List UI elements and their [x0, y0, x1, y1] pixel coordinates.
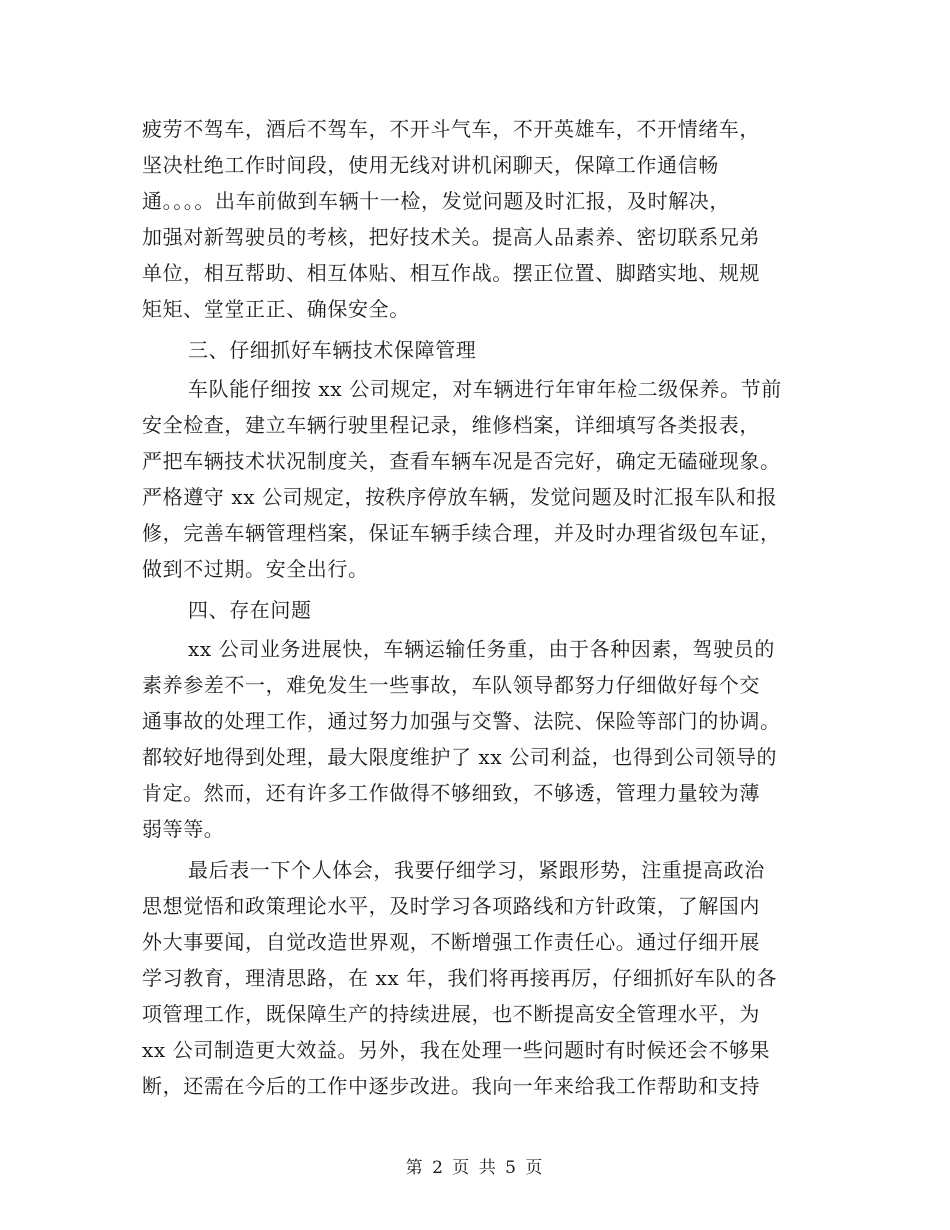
body-line: 严格遵守 xx 公司规定，按秩序停放车辆，发觉问题及时汇报车队和报	[142, 485, 778, 509]
body-line: 安全检查，建立车辆行驶里程记录，维修档案，详细填写各类报表，	[142, 413, 760, 437]
body-line: 加强对新驾驶员的考核，把好技术关。提高人品素养、密切联系兄弟	[142, 225, 760, 249]
body-line: 车队能仔细按 xx 公司规定，对车辆进行年审年检二级保养。节前	[188, 377, 782, 401]
body-line: 疲劳不驾车，酒后不驾车，不开斗气车，不开英雄车，不开情绪车，	[142, 117, 760, 141]
body-line: 单位，相互帮助、相互体贴、相互作战。摆正位置、脚踏实地、规规	[142, 261, 760, 285]
body-line: 弱等等。	[142, 817, 225, 841]
body-line: 思想觉悟和政策理论水平，及时学习各项路线和方针政策，了解国内	[142, 894, 760, 918]
body-line: 学习教育，理清思路，在 xx 年，我们将再接再厉，仔细抓好车队的各	[142, 966, 778, 990]
body-line: 修，完善车辆管理档案，保证车辆手续合理，并及时办理省级包车证，	[142, 521, 781, 545]
body-line: 通。。。。出车前做到车辆十一检，发觉问题及时汇报，及时解决，	[142, 189, 730, 213]
body-line: 断，还需在今后的工作中逐步改进。我向一年来给我工作帮助和支持	[142, 1074, 760, 1098]
body-line: 做到不过期。安全出行。	[142, 557, 369, 581]
body-line: 严把车辆技术状况制度关，查看车辆车况是否完好，确定无磕碰现象。	[142, 449, 781, 473]
body-line: xx 公司业务进展快，车辆运输任务重，由于各种因素，驾驶员的	[188, 637, 775, 661]
body-line: 通事故的处理工作，通过努力加强与交警、法院、保险等部门的协调。	[142, 709, 781, 733]
section-heading: 三、仔细抓好车辆技术保障管理	[188, 338, 477, 362]
body-line: 坚决杜绝工作时间段，使用无线对讲机闲聊天，保障工作通信畅	[142, 153, 719, 177]
body-line: xx 公司制造更大效益。另外，我在处理一些问题时有时候还会不够果	[142, 1038, 771, 1062]
body-line: 最后表一下个人体会，我要仔细学习，紧跟形势，注重提高政治	[188, 858, 765, 882]
body-line: 素养参差不一，难免发生一些事故，车队领导都努力仔细做好每个交	[142, 673, 760, 697]
body-line: 外大事要闻，自觉改造世界观，不断增强工作责任心。通过仔细开展	[142, 930, 760, 954]
page-number-footer: 第 2 页 共 5 页	[405, 1158, 545, 1178]
body-line: 都较好地得到处理，最大限度维护了 xx 公司利益，也得到公司领导的	[142, 745, 778, 769]
body-line: 肯定。然而，还有许多工作做得不够细致，不够透，管理力量较为薄	[142, 781, 760, 805]
body-line: 矩矩、堂堂正正、确保安全。	[142, 297, 410, 321]
body-line: 项管理工作，既保障生产的持续进展，也不断提高安全管理水平，为	[142, 1002, 760, 1026]
section-heading: 四、存在问题	[188, 598, 312, 622]
